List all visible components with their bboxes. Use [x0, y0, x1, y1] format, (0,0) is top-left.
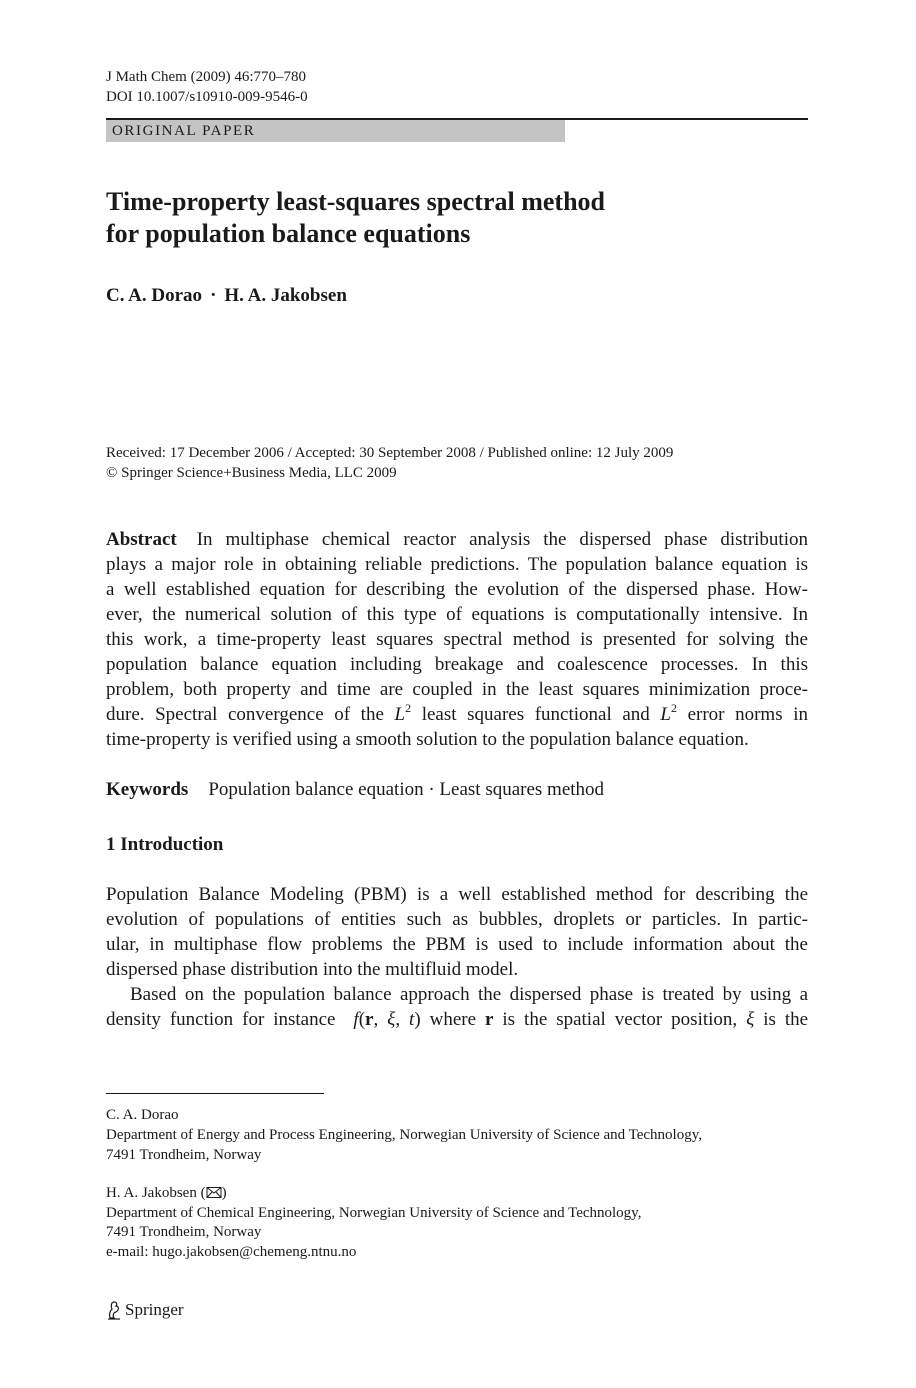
publication-history: Received: 17 December 2006 / Accepted: 30 September 2008 / Published online: 12 July 2009	[106, 445, 674, 461]
envelope-icon[interactable]	[206, 1185, 222, 1205]
abstract-line: population balance equation including breakage and coalescence processes. In this	[106, 654, 808, 675]
footnote-author-name: H. A. Jakobsen ( )	[106, 1183, 227, 1205]
section-heading-introduction: 1 Introduction	[106, 834, 224, 855]
author-list	[106, 284, 347, 308]
footnote-affiliation: 7491 Trondheim, Norway	[106, 1147, 262, 1163]
body-line: ular, in multiphase flow problems the PBM is used to include information about the	[106, 934, 808, 955]
body-line: dispersed phase distribution into the multifluid model.	[106, 959, 519, 980]
keywords-line	[106, 777, 808, 802]
math-xi: ξ	[387, 1009, 396, 1030]
paper-type-label: ORIGINAL PAPER	[112, 123, 256, 139]
math-superscript: 2	[405, 701, 412, 715]
footnote-affiliation: Department of Chemical Engineering, Norwegian University of Science and Technology,	[106, 1205, 642, 1221]
abstract-line: time-property is verified using a smooth solution to the population balance equation.	[106, 729, 749, 750]
math-r: r	[365, 1009, 374, 1030]
abstract-label: Abstract	[106, 529, 177, 550]
springer-horse-icon	[106, 1300, 125, 1320]
journal-citation: J Math Chem (2009) 46:770–780	[106, 69, 306, 85]
paper-title-line-2: for population balance equations	[106, 219, 471, 248]
abstract-line: a well established equation for describing the evolution of the dispersed phase. How-	[106, 579, 808, 600]
math-superscript: 2	[670, 701, 677, 715]
body-line: density function for instance f(r, ξ, t) where r is the spatial vector position, ξ is the	[106, 1009, 809, 1030]
math-xi: ξ	[746, 1009, 755, 1030]
abstract-line: dure. Spectral convergence of the $L^2$ least squares functional and $L^2$ error norms in	[106, 701, 808, 725]
publisher-logo	[106, 1299, 184, 1321]
math-f: f	[353, 1009, 359, 1030]
keywords-text: Population balance equation · Least squares method	[208, 779, 605, 800]
footnote-affiliation: Department of Energy and Process Engineering, Norwegian University of Science and Technology,	[106, 1127, 703, 1143]
keywords-label: Keywords	[106, 779, 189, 800]
paper-title-line-1: Time-property least-squares spectral method	[106, 187, 606, 216]
footnote-affiliation: 7491 Trondheim, Norway	[106, 1224, 262, 1240]
journal-doi[interactable]: DOI 10.1007/s10910-009-9546-0	[106, 89, 308, 105]
publisher-name: Springer	[125, 1300, 184, 1319]
abstract-line: problem, both property and time are coupled in the least squares minimization proce-	[106, 679, 808, 700]
abstract-line: plays a major role in obtaining reliable predictions. The population balance equation is	[106, 554, 808, 575]
abstract-line: this work, a time-property least squares spectral method is presented for solving the	[106, 629, 808, 650]
body-line: Based on the population balance approach the dispersed phase is treated by using a	[130, 984, 808, 1005]
body-line: evolution of populations of entities such as bubbles, droplets or particles. In partic-	[106, 909, 808, 930]
footnote-rule	[106, 1093, 324, 1094]
copyright-notice: © Springer Science+Business Media, LLC 2009	[106, 465, 397, 481]
math-r: r	[485, 1009, 494, 1030]
body-line: Population Balance Modeling (PBM) is a well established method for describing the	[106, 884, 808, 905]
math-t: t	[409, 1009, 415, 1030]
math-L: L	[660, 704, 671, 725]
abstract-line: ever, the numerical solution of this type of equations is computationally intensive. In	[106, 604, 808, 625]
author-separator: ·	[210, 285, 217, 306]
abstract-line: Abstract In multiphase chemical reactor analysis the dispersed phase distribution	[106, 529, 808, 550]
author-dorao[interactable]: C. A. Dorao	[106, 285, 203, 306]
footnote-author-name: C. A. Dorao	[106, 1107, 179, 1123]
footnote-email[interactable]: e-mail: hugo.jakobsen@chemeng.ntnu.no	[106, 1244, 357, 1260]
author-jakobsen[interactable]: H. A. Jakobsen	[224, 285, 347, 306]
math-L: L	[394, 704, 406, 725]
